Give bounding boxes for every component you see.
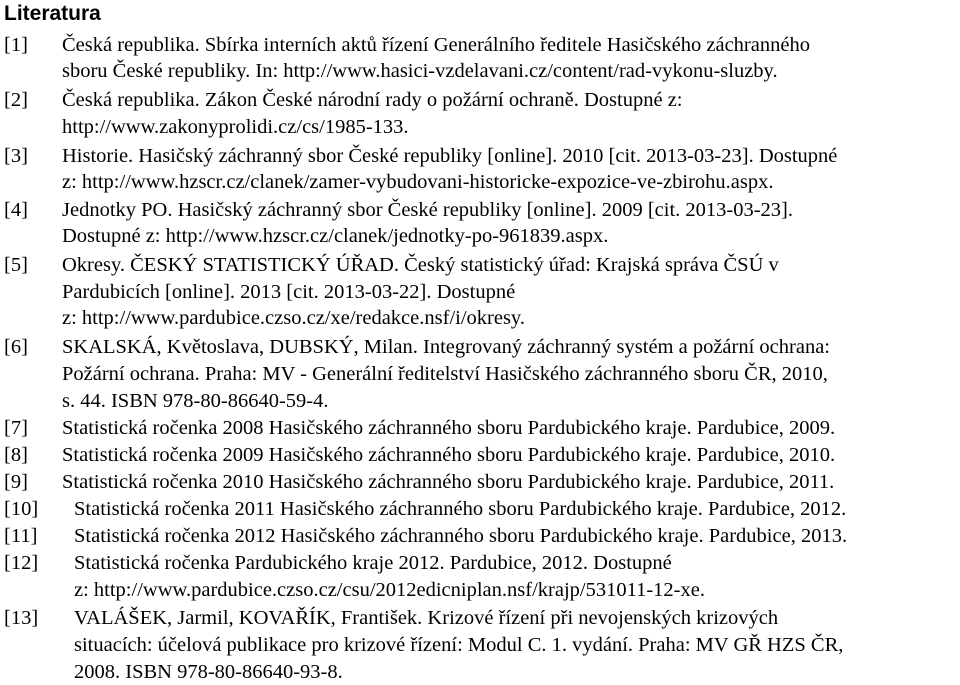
reference-line: Dostupné z: http://www.hzscr.cz/clanek/jednotky-po-961839.aspx. (62, 225, 609, 247)
reference-number: [2] (4, 89, 28, 111)
reference-line: Historie. Hasičský záchranný sbor České republiky [online]. 2010 [cit. 2013-03-23]. Dostupné (62, 145, 838, 167)
reference-line: situacích: účelová publikace pro krizové řízení: Modul C. 1. vydání. Praha: MV GŘ HZS ČR, (74, 634, 844, 656)
reference-line: Statistická ročenka 2008 Hasičského záchranného sboru Pardubického kraje. Pardubice, 2009. (62, 417, 836, 439)
reference-line: SKALSKÁ, Květoslava, DUBSKÝ, Milan. Integrovaný záchranný systém a požární ochrana: (62, 336, 830, 358)
reference-line: Statistická ročenka 2009 Hasičského záchranného sboru Pardubického kraje. Pardubice, 2010. (62, 444, 836, 466)
reference-number: [9] (4, 471, 28, 493)
reference-line: Okresy. ČESKÝ STATISTICKÝ ÚŘAD. Český statistický úřad: Krajská správa ČSÚ v (62, 254, 779, 276)
reference-line: s. 44. ISBN 978-80-86640-59-4. (62, 390, 329, 412)
reference-number: [12] (4, 552, 39, 574)
reference-line: z: http://www.pardubice.czso.cz/xe/redakce.nsf/i/okresy. (62, 307, 525, 329)
page-title: Literatura (4, 2, 101, 25)
reference-line: http://www.zakonyprolidi.cz/cs/1985-133. (62, 116, 409, 138)
reference-line: Jednotky PO. Hasičský záchranný sbor České republiky [online]. 2009 [cit. 2013-03-23]. (62, 199, 794, 221)
reference-number: [7] (4, 417, 28, 439)
reference-line: Statistická ročenka Pardubického kraje 2012. Pardubice, 2012. Dostupné (74, 552, 672, 574)
reference-line: Požární ochrana. Praha: MV - Generální ředitelství Hasičského záchranného sboru ČR, 2010, (62, 363, 828, 385)
reference-line: z: http://www.hzscr.cz/clanek/zamer-vybudovani-historicke-expozice-ve-zbirohu.aspx. (62, 171, 774, 193)
reference-number: [3] (4, 145, 28, 167)
reference-line: 2008. ISBN 978-80-86640-93-8. (74, 661, 343, 683)
reference-line: Česká republika. Sbírka interních aktů řízení Generálního ředitele Hasičského záchranného (62, 34, 810, 56)
reference-line: VALÁŠEK, Jarmil, KOVAŘÍK, František. Krizové řízení při nevojenských krizových (74, 607, 779, 629)
reference-number: [4] (4, 199, 28, 221)
reference-number: [5] (4, 254, 28, 276)
reference-line: sboru České republiky. In: http://www.hasici-vzdelavani.cz/content/rad-vykonu-sluzby. (62, 60, 778, 82)
reference-number: [8] (4, 444, 28, 466)
reference-line: Statistická ročenka 2010 Hasičského záchranného sboru Pardubického kraje. Pardubice, 2011. (62, 471, 835, 493)
reference-line: Statistická ročenka 2012 Hasičského záchranného sboru Pardubického kraje. Pardubice, 2013. (74, 525, 848, 547)
reference-number: [11] (4, 525, 38, 547)
reference-line: Statistická ročenka 2011 Hasičského záchranného sboru Pardubického kraje. Pardubice, 2012. (74, 498, 847, 520)
reference-number: [1] (4, 34, 28, 56)
reference-line: Česká republika. Zákon České národní rady o požární ochraně. Dostupné z: (62, 89, 683, 111)
reference-number: [10] (4, 498, 39, 520)
reference-number: [13] (4, 607, 39, 629)
reference-number: [6] (4, 336, 28, 358)
reference-line: Pardubicích [online]. 2013 [cit. 2013-03-22]. Dostupné (62, 281, 516, 303)
reference-line: z: http://www.pardubice.czso.cz/csu/2012edicniplan.nsf/krajp/531011-12-xe. (74, 579, 705, 601)
